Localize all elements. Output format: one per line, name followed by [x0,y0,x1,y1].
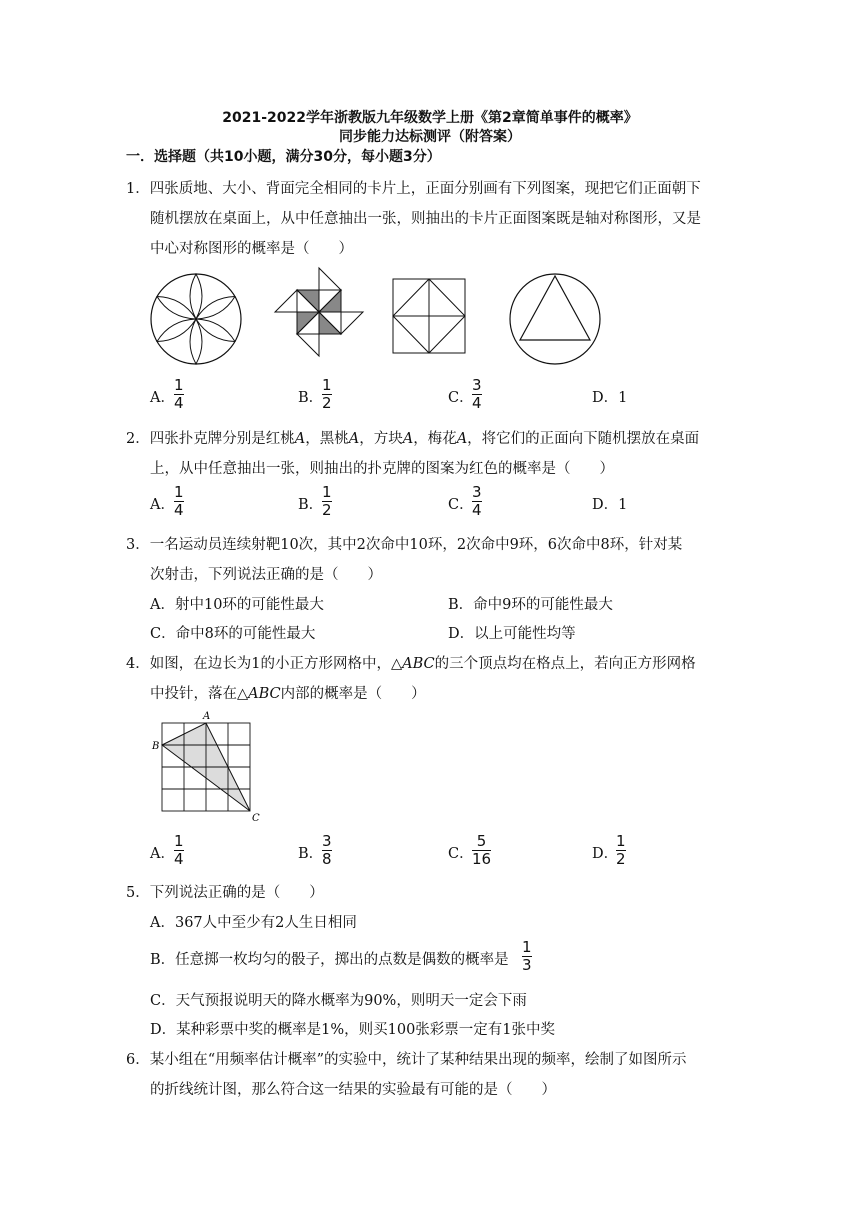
q6-line2: 的折线统计图，那么符合这一结果的实验最有可能的是（ ） [150,1082,556,1098]
q6-line1: 6．某小组在“用频率估计概率”的实验中，统计了某种结果出现的频率，绘制了如图所示 [126,1052,687,1068]
q1-option-c-fraction: $\frac{3}{4}$ [472,376,482,412]
q3-option-b: B．命中9环的可能性最大 [448,597,613,613]
figure-grid-triangle [150,708,266,824]
figure-triangle-circle [508,272,602,366]
q2-option-a-fraction: $\frac{1}{4}$ [174,483,184,519]
q2-option-c-fraction: $\frac{3}{4}$ [472,483,482,519]
q3-line1: 3．一名运动员连续射靶10次，其中2次命中10环，2次命中9环，6次命中8环，针对某 [126,537,683,553]
q1-option-b-fraction: $\frac{1}{2}$ [322,376,332,412]
q1-line3: 中心对称图形的概率是（ ） [150,241,353,257]
q2-line1: 2．四张扑克牌分别是红桃A，黑桃A，方块A，梅花A，将它们的正面向下随机摆放在桌面 [126,431,700,447]
q5-option-a: A．367人中至少有2人生日相同 [150,915,357,931]
q1-option-b-label: B． [298,390,324,406]
q4-option-a-label: A． [150,846,175,862]
q2-option-b-fraction: $\frac{1}{2}$ [322,483,332,519]
q4-option-b-fraction: $\frac{3}{8}$ [322,832,332,868]
label-point-c: C [252,813,260,824]
q4-line1: 4．如图，在边长为1的小正方形网格中，△ABC的三个顶点均在格点上，若向正方形网格 [126,656,696,672]
document-title: 2021-2022学年浙教版九年级数学上册《第2章简单事件的概率》 [222,110,638,126]
q5-option-c: C．天气预报说明天的降水概率为90%，则明天一定会下雨 [150,993,527,1009]
section-heading: 一．选择题（共10小题，满分30分，每小题3分） [126,149,441,165]
q2-option-d: D．1 [592,497,628,513]
label-point-b: B [152,741,160,752]
q1-line1: 1．四张质地、大小、背面完全相同的卡片上，正面分别画有下列图案，现把它们正面朝下 [126,181,701,197]
q4-option-a-fraction: $\frac{1}{4}$ [174,832,184,868]
q2-line2: 上，从中任意抽出一张，则抽出的扑克牌的图案为红色的概率是（ ） [150,461,614,477]
q1-option-a-label: A． [150,390,175,406]
q1-option-c-label: C． [448,390,474,406]
q4-line2: 中投针，落在△ABC内部的概率是（ ） [150,686,426,702]
document-subtitle: 同步能力达标测评（附答案） [339,129,521,145]
q5-option-d: D．某种彩票中奖的概率是1%，则买100张彩票一定有1张中奖 [150,1022,556,1038]
q3-line2: 次射击，下列说法正确的是（ ） [150,567,382,583]
figure-pinwheel [272,265,366,359]
q1-option-a-fraction: $\frac{1}{4}$ [174,376,184,412]
q5-option-b: B．任意掷一枚均匀的骰子，掷出的点数是偶数的概率是 [150,952,509,968]
q1-option-d: D．1 [592,390,628,406]
q5-option-b-fraction: $\frac{1}{3}$ [522,938,532,974]
q3-option-d: D．以上可能性均等 [448,626,576,642]
label-point-a: A [203,711,211,722]
q4-option-d-fraction: $\frac{1}{2}$ [616,832,626,868]
q2-option-c-label: C． [448,497,474,513]
q4-option-b-label: B． [298,846,324,862]
q5-line1: 5．下列说法正确的是（ ） [126,885,324,901]
q2-option-b-label: B． [298,497,324,513]
figure-flower-circle [149,272,243,366]
q4-option-c-fraction: $\frac{5}{16}$ [472,832,492,868]
q2-option-a-label: A． [150,497,175,513]
q4-option-d-label: D． [592,846,619,862]
q4-option-c-label: C． [448,846,474,862]
q3-option-c: C．命中8环的可能性最大 [150,626,316,642]
figure-square-diamond [392,278,466,354]
q1-line2: 随机摆放在桌面上，从中任意抽出一张，则抽出的卡片正面图案既是轴对称图形，又是 [150,211,701,227]
q3-option-a: A．射中10环的可能性最大 [150,597,324,613]
